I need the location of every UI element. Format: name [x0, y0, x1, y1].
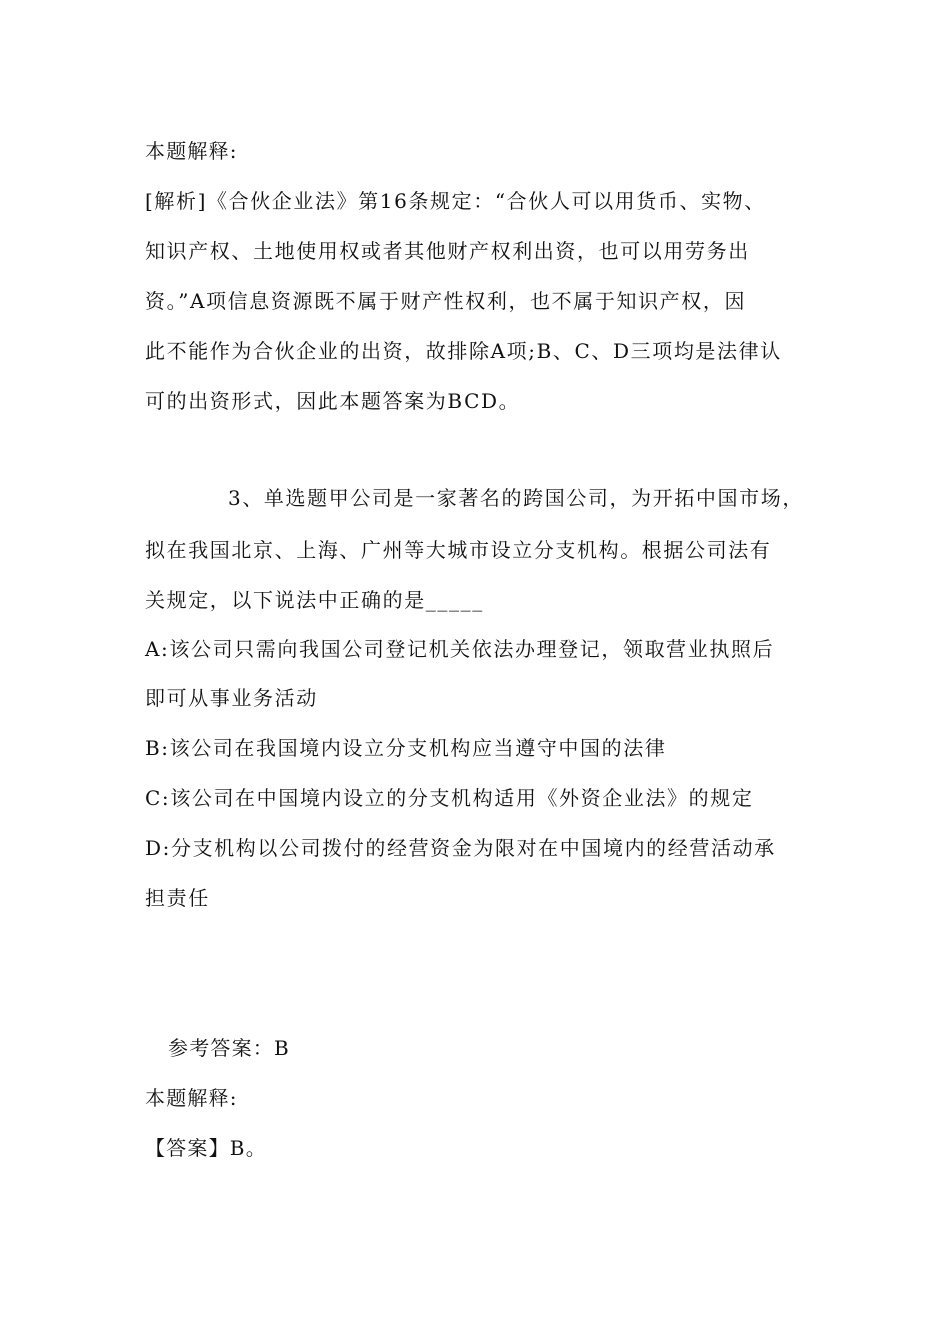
option-a: 即可从事业务活动: [145, 686, 318, 710]
question-stem: 关规定，以下说法中正确的是_____: [145, 588, 484, 612]
option-d: 担责任: [145, 886, 210, 910]
option-d: D:分支机构以公司拨付的经营资金为限对在中国境内的经营活动承: [145, 836, 776, 860]
question-stem: 3、单选题甲公司是一家著名的跨国公司，为开拓中国市场，: [228, 486, 804, 510]
explanation-line: 此不能作为合伙企业的出资，故排除A项;B、C、D三项均是法律认: [145, 339, 782, 363]
explanation-heading: 本题解释:: [145, 139, 238, 163]
question-stem: 拟在我国北京、上海、广州等大城市设立分支机构。根据公司法有: [145, 538, 772, 562]
explanation-answer: 【答案】B。: [145, 1136, 267, 1160]
reference-answer: 参考答案：B: [168, 1036, 290, 1060]
option-c: C:该公司在中国境内设立的分支机构适用《外资企业法》的规定: [145, 786, 754, 810]
explanation-line: [解析]《合伙企业法》第16条规定：“合伙人可以用货币、实物、: [145, 189, 766, 213]
explanation-heading: 本题解释:: [145, 1086, 238, 1110]
explanation-line: 可的出资形式，因此本题答案为BCD。: [145, 389, 521, 413]
option-a: A:该公司只需向我国公司登记机关依法办理登记，领取营业执照后: [145, 637, 775, 661]
explanation-line: 资。”A项信息资源既不属于财产性权利，也不属于知识产权，因: [145, 289, 747, 313]
explanation-line: 知识产权、土地使用权或者其他财产权利出资，也可以用劳务出: [145, 239, 750, 263]
option-b: B:该公司在我国境内设立分支机构应当遵守中国的法律: [145, 736, 667, 760]
